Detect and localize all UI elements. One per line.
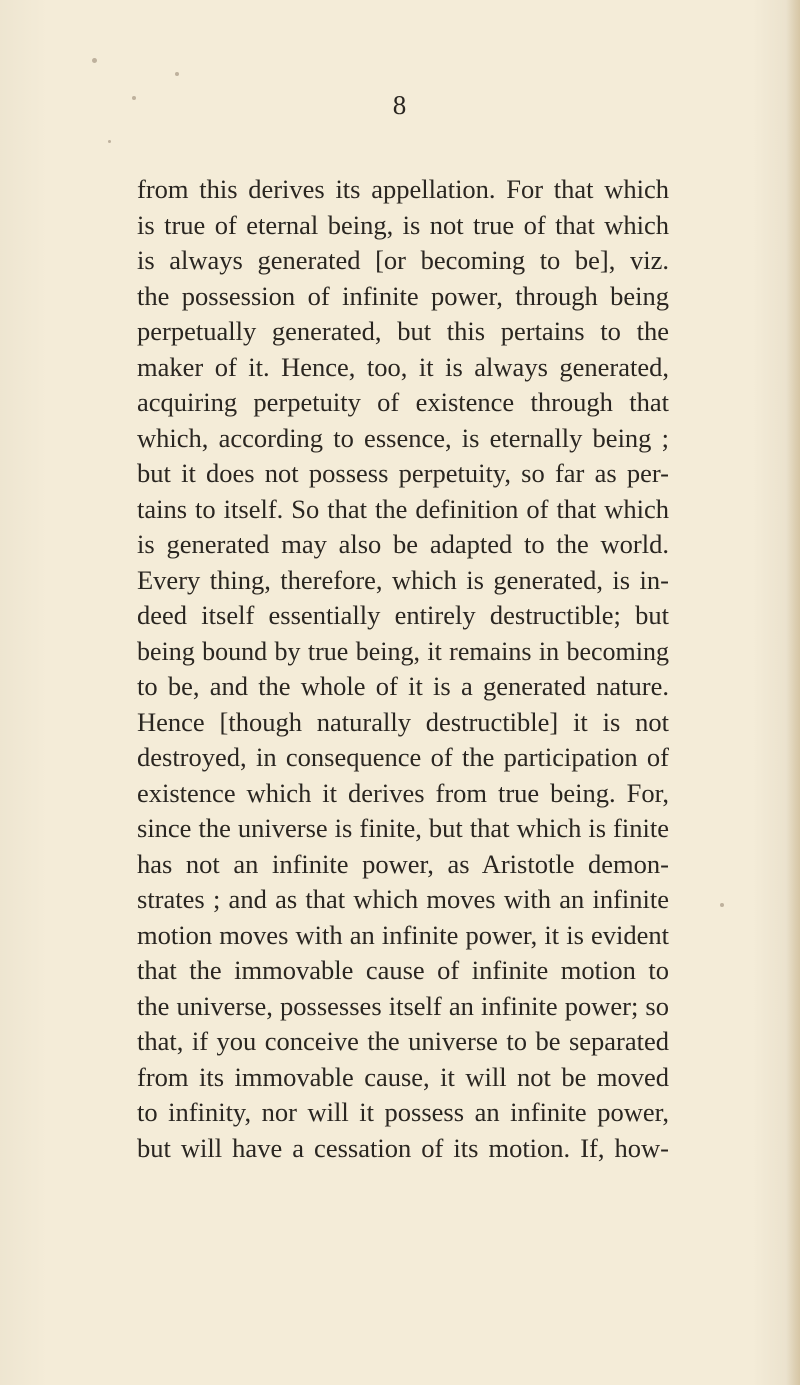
text-line: maker of it. Hence, too, it is always generated, [137,351,669,382]
text-line: from its immovable cause, it will not be moved [137,1061,669,1092]
ink-speck [720,903,724,907]
text-line: to infinity, nor will it possess an infinite power, [137,1097,669,1127]
text-line: from this derives its appellation. For that which [137,174,669,204]
text-line: Hence [though naturally destructible] it is not [137,706,669,737]
text-line: motion moves with an infinite power, it is evident [137,919,669,950]
ink-speck [108,140,111,143]
text-line: strates ; and as that which moves with an infinite [137,884,669,914]
text-line: destroyed, in consequence of the participation of [137,742,669,772]
text-line: since the universe is finite, but that which is finite [137,813,669,843]
ink-speck [175,72,179,76]
text-line: has not an infinite power, as Aristotle demon- [137,848,669,879]
page-number: 8 [392,90,408,120]
text-line: perpetually generated, but this pertains to the [137,316,669,346]
text-line: that, if you conceive the universe to be separated [137,1026,669,1056]
text-line: acquiring perpetuity of existence through that [137,387,669,417]
text-line: which, according to essence, is eternally being ; [137,422,669,453]
text-line: is generated may also be adapted to the world. [137,529,669,559]
text-line: the universe, possesses itself an infinite power; so [137,990,669,1021]
text-line: existence which it derives from true being. For, [137,777,669,808]
text-line: that the immovable cause of infinite motion to [137,955,669,985]
text-line: Every thing, therefore, which is generated, is in- [137,564,669,595]
page-edge [786,0,800,1385]
text-line: but will have a cessation of its motion. If, how- [137,1132,669,1163]
text-line: is always generated [or becoming to be], viz. [137,245,669,275]
body-text [137,172,669,1166]
text-line: to be, and the whole of it is a generated nature. [137,671,669,701]
text-line: the possession of infinite power, through being [137,280,669,311]
ink-speck [92,58,97,63]
text-line: deed itself essentially entirely destructible; but [137,600,669,630]
text-line: tains to itself. So that the definition of that which [137,493,669,524]
text-line: but it does not possess perpetuity, so far as per- [137,458,669,488]
text-line: being bound by true being, it remains in becoming [137,636,669,666]
text-line: is true of eternal being, is not true of that which [137,209,669,240]
